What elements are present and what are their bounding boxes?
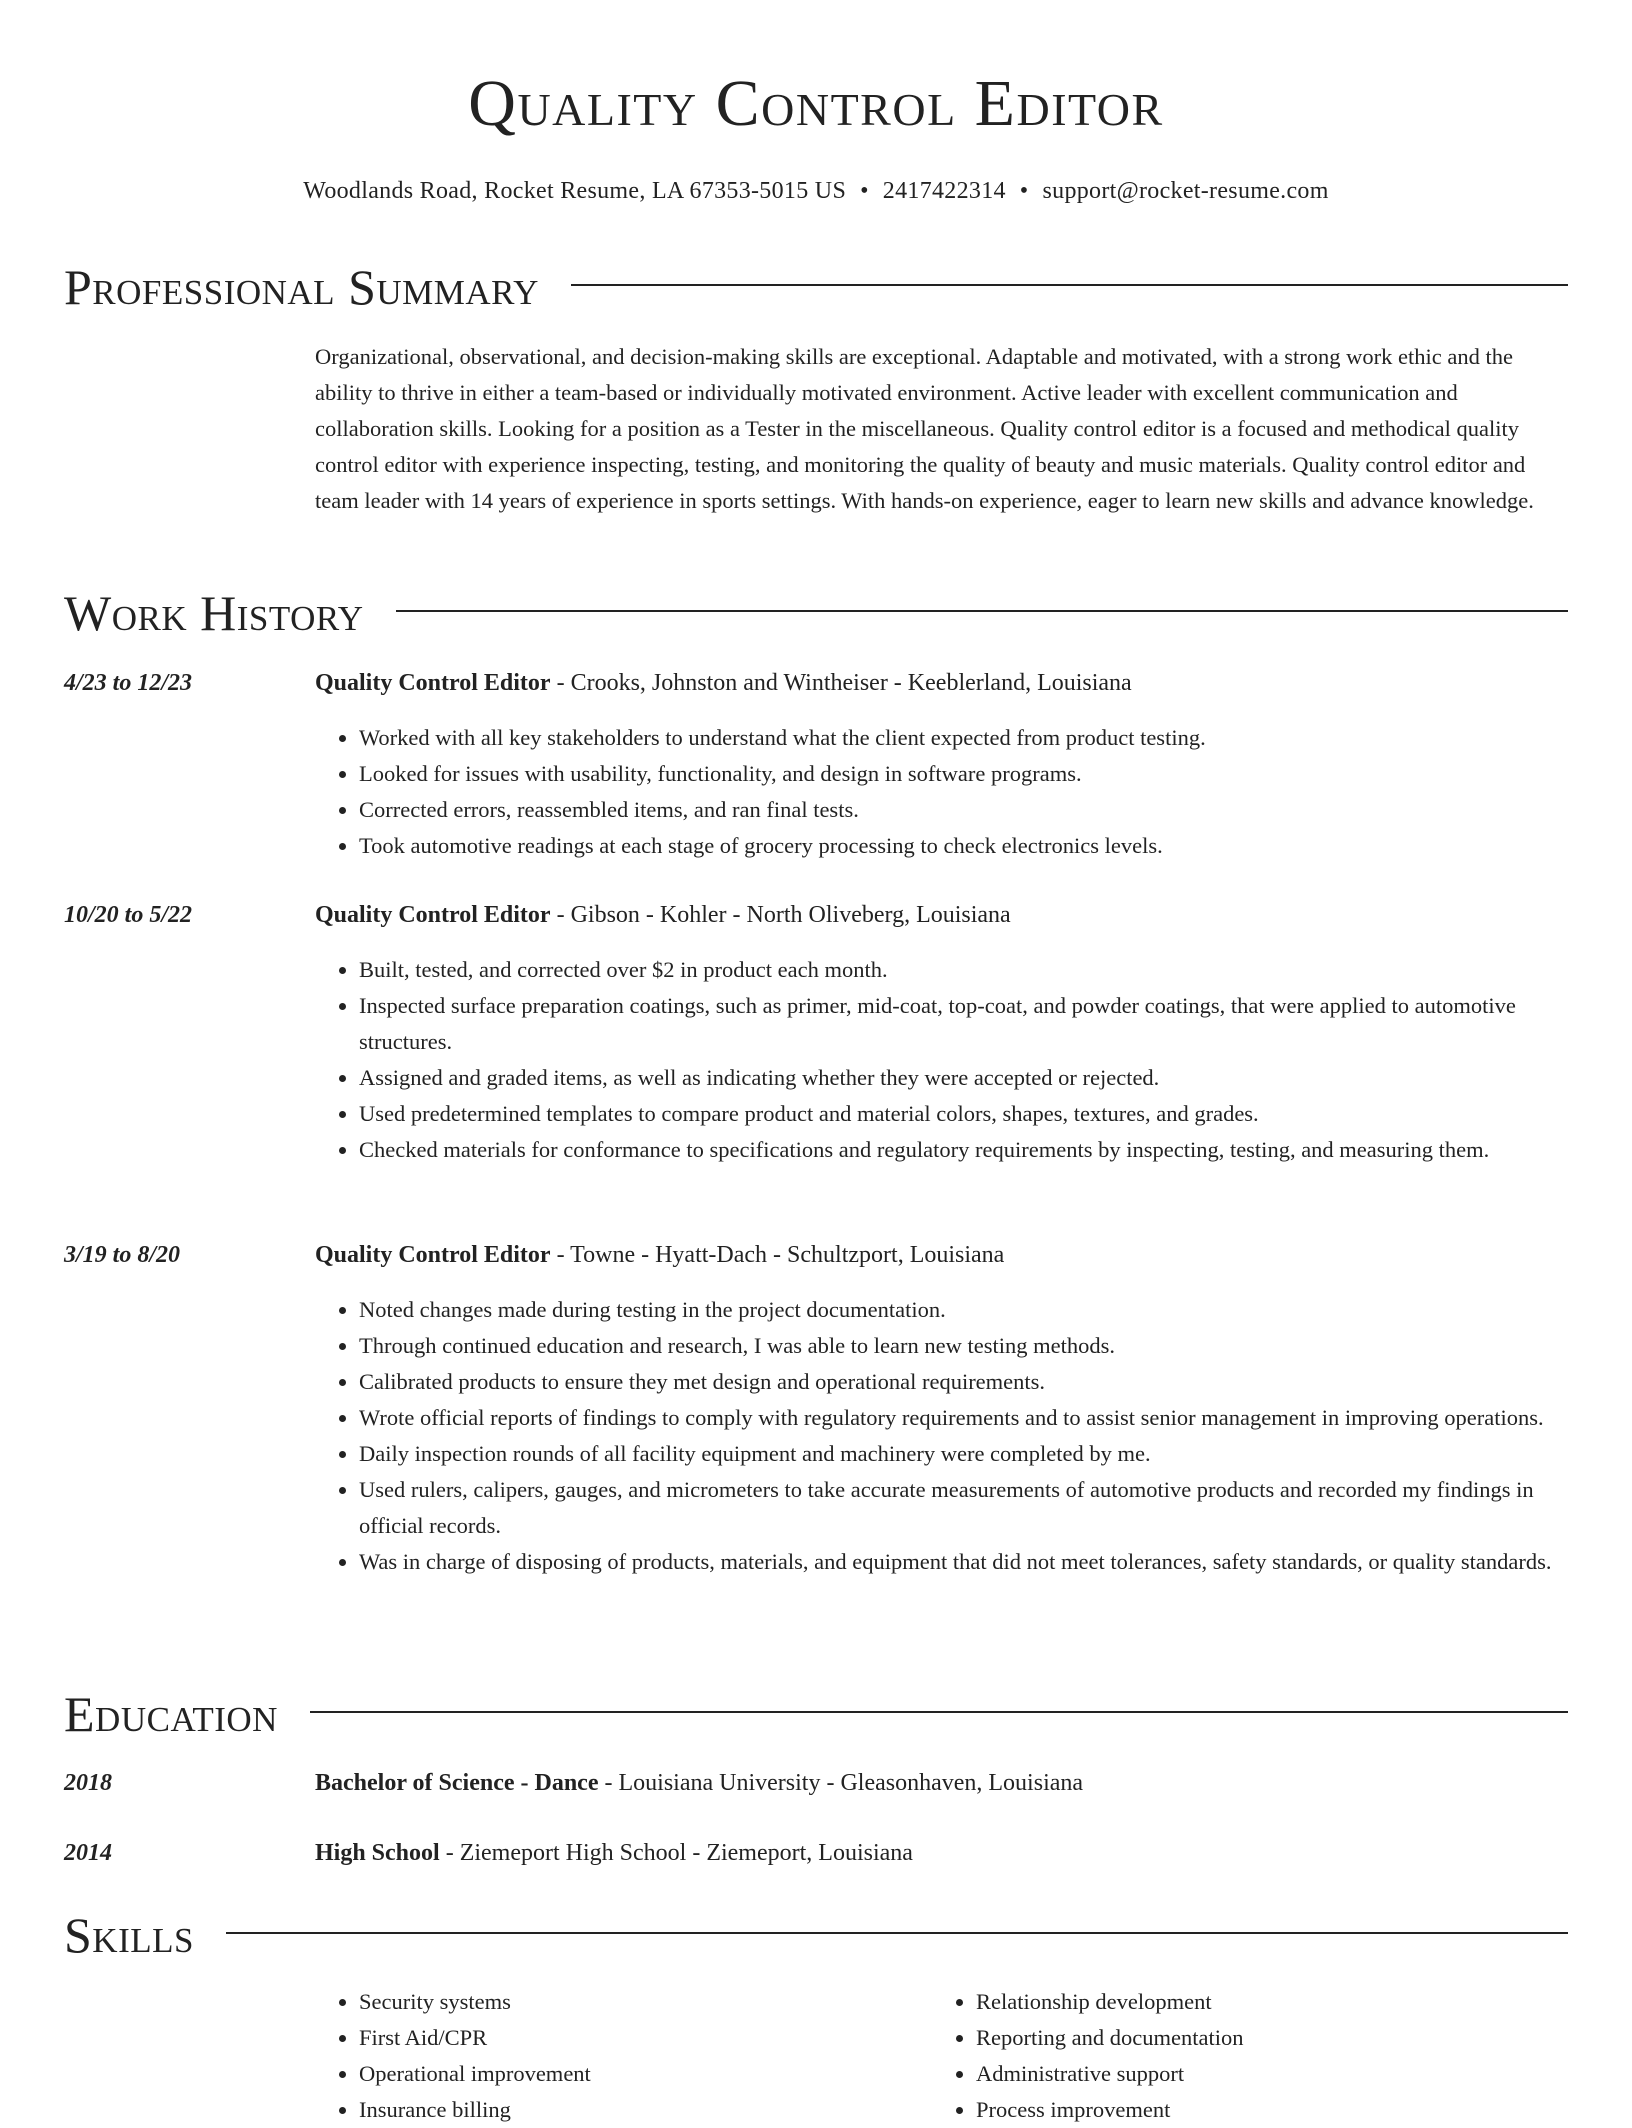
section-title-education: Education: [64, 1686, 278, 1742]
education-degree: Bachelor of Science - Dance: [315, 1770, 599, 1796]
list-item: • Calibrated products to ensure they met design and operational requirements.: [359, 1364, 1570, 1400]
list-item: • Took automotive readings at each stage of grocery processing to check electronics levels.: [359, 828, 1570, 864]
contact-separator: •: [860, 178, 869, 204]
job-title: Quality Control Editor: [315, 902, 551, 928]
contact-phone: 2417422314: [882, 178, 1006, 204]
job-dates: 10/20 to 5/22: [64, 902, 193, 928]
list-item: • Used predetermined templates to compare product and material colors, shapes, textures, and grades.: [359, 1096, 1570, 1132]
contact-line: [0, 174, 1632, 208]
education-year: 2014: [64, 1840, 112, 1866]
contact-email: support@rocket-resume.com: [1042, 178, 1329, 204]
list-item: • Assigned and graded items, as well as indicating whether they were accepted or rejected.: [359, 1060, 1570, 1096]
job-bullet-list: [315, 1292, 1570, 1580]
section-divider: [396, 610, 1568, 612]
list-item: • Administrative support: [976, 2056, 1492, 2092]
list-item: • Through continued education and research, I was able to learn new testing methods.: [359, 1328, 1570, 1364]
contact-separator: •: [1019, 178, 1029, 204]
list-item: • Was in charge of disposing of products, materials, and equipment that did not meet tolerances, safety standards, or quality standards.: [359, 1544, 1570, 1580]
section-header-summary: [64, 250, 1568, 324]
job-title: Quality Control Editor: [315, 670, 551, 696]
job-dates: 3/19 to 8/20: [64, 1242, 181, 1268]
resume-name-heading: Quality Control Editor: [468, 67, 1164, 140]
list-item: • Used rulers, calipers, gauges, and micrometers to take accurate measurements of automotive products and recorded my findings in official records.: [359, 1472, 1570, 1544]
list-item: • Noted changes made during testing in the project documentation.: [359, 1292, 1570, 1328]
skills-list-left: [315, 1984, 875, 2128]
section-title-skills: Skills: [64, 1907, 194, 1963]
job-employer-location: - Gibson - Kohler - North Oliveberg, Louisiana: [550, 902, 1011, 928]
job-bullet-list: [315, 952, 1570, 1168]
list-item: • Reporting and documentation: [976, 2020, 1492, 2056]
education-year: 2018: [64, 1770, 112, 1796]
list-item: • Inspected surface preparation coatings, such as primer, mid-coat, top-coat, and powder coatings, that were applied to automotive structures.: [359, 988, 1570, 1060]
section-title-work-history: Work History: [64, 585, 364, 641]
job-heading: [315, 665, 1570, 701]
job-heading: [315, 897, 1570, 933]
section-divider: [310, 1711, 1568, 1713]
skills-list-right: [932, 1984, 1492, 2128]
list-item: • Operational improvement: [359, 2056, 875, 2092]
summary-paragraph: Organizational, observational, and decision-making skills are exceptional. Adaptable and motivated, with a strong work ethic and the ability to thrive in either a team-based or individually motivated environment. Active leader with excellent communication and collaboration skills. Looking for a position as a Tester in the miscellaneous. Quality control editor is a focused and methodical quality control editor with experience inspecting, testing, and monitoring the quality of beauty and music materials. Quality control editor and team leader with 14 years of experience in sports settings. With hands-on experience, eager to learn new skills and advance knowledge.: [315, 344, 1534, 513]
list-item: • Corrected errors, reassembled items, and ran final tests.: [359, 792, 1570, 828]
section-divider: [571, 284, 1568, 286]
section-header-skills: [64, 1898, 1568, 1972]
education-heading: [315, 1835, 1570, 1871]
education-degree: High School: [315, 1840, 440, 1866]
section-header-work-history: [64, 576, 1568, 650]
education-school-location: - Louisiana University - Gleasonhaven, Louisiana: [598, 1770, 1084, 1796]
education-school-location: - Ziemeport High School - Ziemeport, Louisiana: [439, 1840, 913, 1866]
job-employer-location: - Crooks, Johnston and Wintheiser - Keeblerland, Louisiana: [550, 670, 1132, 696]
job-dates: 4/23 to 12/23: [64, 670, 193, 696]
list-item: • Worked with all key stakeholders to understand what the client expected from product testing.: [359, 720, 1570, 756]
job-bullet-list: [315, 720, 1570, 864]
list-item: • Process improvement: [976, 2092, 1492, 2128]
section-header-education: [64, 1677, 1568, 1751]
list-item: • Insurance billing: [359, 2092, 875, 2128]
list-item: • First Aid/CPR: [359, 2020, 875, 2056]
list-item: • Checked materials for conformance to specifications and regulatory requirements by inspecting, testing, and measuring them.: [359, 1132, 1570, 1168]
contact-address: Woodlands Road, Rocket Resume, LA 67353-5015 US: [303, 178, 847, 204]
education-heading: [315, 1765, 1570, 1801]
list-item: • Security systems: [359, 1984, 875, 2020]
list-item: • Looked for issues with usability, functionality, and design in software programs.: [359, 756, 1570, 792]
section-title-summary: Professional Summary: [64, 259, 539, 315]
job-title: Quality Control Editor: [315, 1242, 551, 1268]
list-item: • Wrote official reports of findings to comply with regulatory requirements and to assist senior management in improving operations.: [359, 1400, 1570, 1436]
job-employer-location: - Towne - Hyatt-Dach - Schultzport, Louisiana: [550, 1242, 1005, 1268]
list-item: • Daily inspection rounds of all facility equipment and machinery were completed by me.: [359, 1436, 1570, 1472]
job-heading: [315, 1237, 1570, 1273]
list-item: • Built, tested, and corrected over $2 in product each month.: [359, 952, 1570, 988]
section-divider: [226, 1932, 1568, 1934]
list-item: • Relationship development: [976, 1984, 1492, 2020]
